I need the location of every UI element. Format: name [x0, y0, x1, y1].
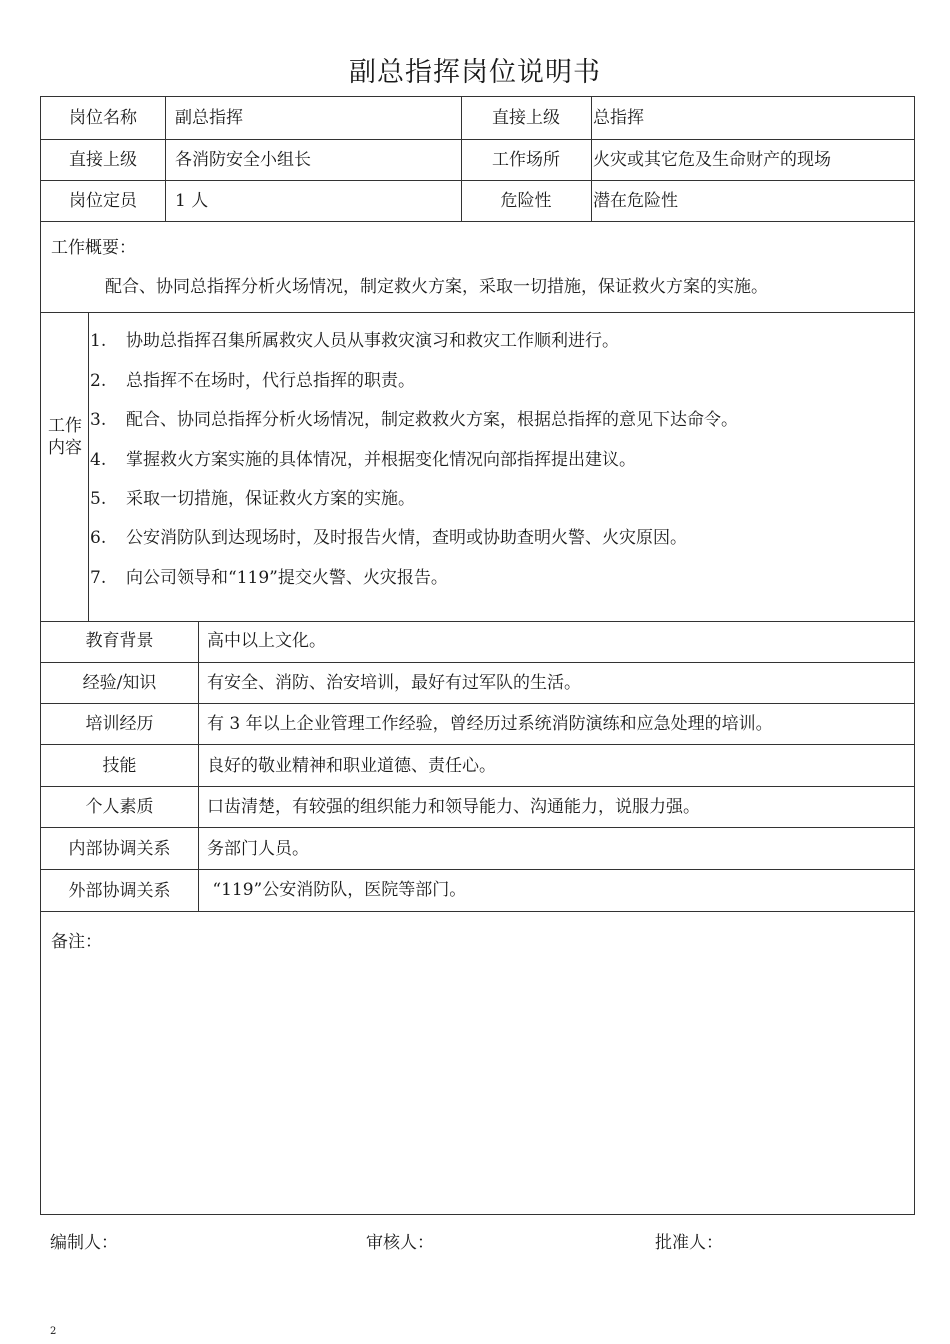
page-title: 副总指挥岗位说明书 [349, 57, 601, 88]
training-value: 有 3 年以上企业管理工作经验，曾经历过系统消防演练和应急处理的培训。 [207, 714, 773, 734]
internal-coordination-value: 务部门人员。 [207, 839, 309, 859]
row-divider [41, 703, 914, 704]
column-divider [591, 97, 592, 221]
workplace-label: 工作场所 [492, 150, 560, 170]
direct-superior-value: 各消防安全小组长 [175, 150, 311, 170]
education-label: 教育背景 [85, 631, 154, 651]
overview-label: 工作概要： [51, 238, 136, 258]
duty-item: 6. 公安消防队到达现场时，及时报告火情，查明或协助查明火警、火灾原因。 [90, 528, 687, 548]
section-divider [41, 911, 914, 912]
workplace-value: 火灾或其它危及生命财产的现场 [593, 150, 831, 170]
risk-label: 危险性 [500, 191, 552, 211]
row-divider [41, 869, 914, 870]
approver-signature: 批准人： [655, 1233, 723, 1253]
duty-item: 2. 总指挥不在场时，代行总指挥的职责。 [90, 371, 415, 391]
duty-item: 5. 采取一切措施，保证救火方案的实施。 [90, 489, 415, 509]
training-label: 培训经历 [85, 714, 154, 734]
column-divider [88, 312, 89, 621]
column-divider [198, 621, 199, 911]
row-divider [41, 744, 914, 745]
row-divider [41, 786, 914, 787]
personal-quality-label: 个人素质 [85, 797, 154, 817]
education-value: 高中以上文化。 [207, 631, 326, 651]
author-signature: 编制人： [50, 1233, 118, 1253]
skills-label: 技能 [102, 756, 137, 776]
superior-label: 直接上级 [492, 108, 560, 128]
skills-value: 良好的敬业精神和职业道德、责任心。 [207, 756, 496, 776]
risk-value: 潜在危险性 [593, 191, 678, 211]
experience-label: 经验/知识 [82, 673, 157, 693]
internal-coordination-label: 内部协调关系 [68, 839, 171, 859]
post-name-label: 岗位名称 [69, 108, 137, 128]
external-coordination-value: “119”公安消防队，医院等部门。 [207, 880, 467, 900]
section-divider [41, 621, 914, 622]
row-divider [41, 221, 914, 222]
external-coordination-label: 外部协调关系 [68, 881, 171, 901]
page-number: 2 [50, 1326, 57, 1337]
headcount-value: 1 人 [175, 191, 209, 211]
duty-item: 3. 配合、协同总指挥分析火场情况，制定救救火方案，根据总指挥的意见下达命令。 [90, 410, 738, 430]
duty-item: 7. 向公司领导和“119”提交火警、火灾报告。 [90, 568, 448, 588]
direct-superior-label: 直接上级 [69, 150, 137, 170]
duty-item: 4. 掌握救火方案实施的具体情况，并根据变化情况向部指挥提出建议。 [90, 450, 636, 470]
personal-quality-value: 口齿清楚，有较强的组织能力和领导能力、沟通能力，说服力强。 [207, 797, 700, 817]
duties-label: 工作内容 [48, 416, 82, 458]
duty-item: 1. 协助总指挥召集所属救灾人员从事救灾演习和救灾工作顺利进行。 [90, 331, 619, 351]
row-divider [41, 827, 914, 828]
section-divider [41, 312, 914, 313]
reviewer-signature: 审核人： [366, 1233, 434, 1253]
row-divider [41, 180, 914, 181]
superior-value: 总指挥 [593, 108, 644, 128]
row-divider [41, 662, 914, 663]
remarks-label: 备注： [51, 932, 102, 952]
job-description-table [40, 96, 915, 1215]
post-name-value: 副总指挥 [175, 108, 243, 128]
experience-value: 有安全、消防、治安培训，最好有过军队的生活。 [207, 673, 581, 693]
row-divider [41, 139, 914, 140]
overview-text: 配合、协同总指挥分析火场情况，制定救火方案，采取一切措施，保证救火方案的实施。 [105, 277, 768, 297]
headcount-label: 岗位定员 [69, 191, 137, 211]
column-divider [165, 97, 166, 221]
